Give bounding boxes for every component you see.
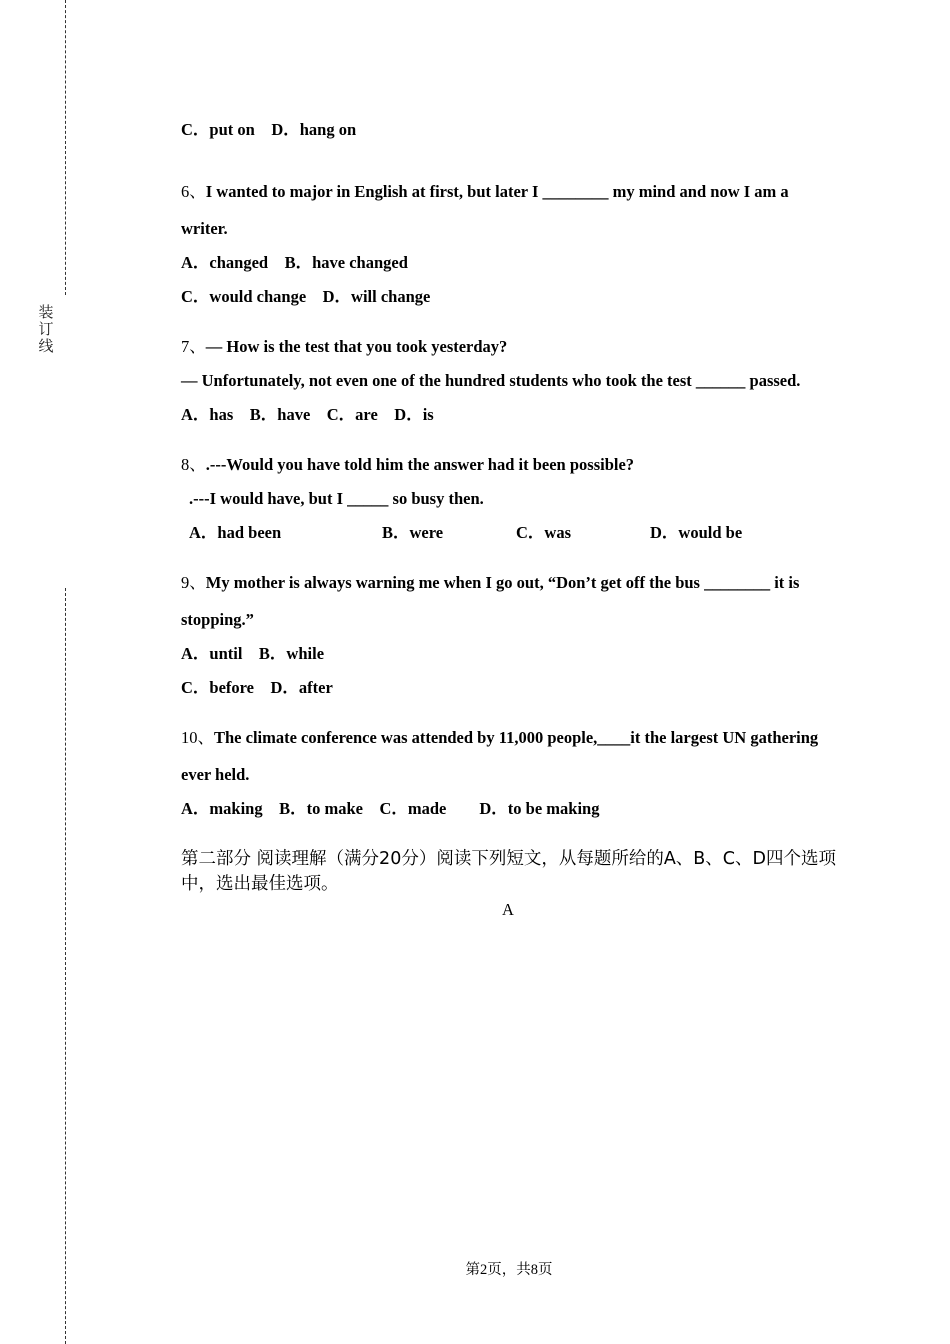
q8-line2: .---I would have, but I _____ so busy then. xyxy=(189,489,484,508)
binding-line-top xyxy=(65,0,66,295)
q6-number: 6、 xyxy=(181,182,206,201)
q10-stem-text: The climate conference was attended by 11,000 people,____it the largest UN gathering xyxy=(214,728,819,747)
q6-options-ab: A．changed B．have changed xyxy=(181,253,408,272)
binding-char: 装 xyxy=(38,303,54,321)
q9-number: 9、 xyxy=(181,573,206,592)
binding-label xyxy=(37,304,55,355)
q7-number: 7、 xyxy=(181,337,206,356)
q7-options: A．has B．have C．are D．is xyxy=(181,405,434,424)
q8-line1 xyxy=(181,455,634,475)
passage-label: A xyxy=(502,900,514,919)
q10-stem-cont: ever held. xyxy=(181,765,250,784)
q8-line1-text: .---Would you have told him the answer had it been possible? xyxy=(205,455,635,474)
page-footer: 第2页，共8页 xyxy=(465,1262,553,1278)
q10-stem xyxy=(181,728,818,748)
q9-stem xyxy=(181,573,799,593)
q5-options-cd: C．put on D．hang on xyxy=(181,120,357,139)
q10-number: 10、 xyxy=(181,728,214,747)
q6-stem-text: I wanted to major in English at first, but later I ________ my mind and now I am a xyxy=(205,182,789,201)
q6-options-cd: C．would change D．will change xyxy=(181,287,431,306)
q8-number: 8、 xyxy=(181,455,206,474)
q8-option-a: A．had been xyxy=(189,523,282,542)
q6-stem-cont: writer. xyxy=(181,219,228,238)
q7-line1-text: — How is the test that you took yesterday? xyxy=(205,337,508,356)
q7-line2: — Unfortunately, not even one of the hundred students who took the test ______ passed. xyxy=(181,371,801,390)
q6-stem xyxy=(181,182,789,202)
q9-stem-text: My mother is always warning me when I go out, “Don’t get off the bus ________ it is xyxy=(205,573,800,592)
q7-line1 xyxy=(181,337,507,357)
q10-options: A．making B．to make C．made D．to be making xyxy=(181,799,600,818)
binding-line-bottom xyxy=(65,588,66,1344)
part2-heading: 第二部分 阅读理解（满分20分）阅读下列短文，从每题所给的A、B、C、D四个选项中，选出最佳选项。 xyxy=(181,849,836,894)
binding-char: 线 xyxy=(38,337,54,355)
q9-options-ab: A．until B．while xyxy=(181,644,325,663)
q8-option-c: C．was xyxy=(516,523,572,542)
q8-option-b: B．were xyxy=(382,523,444,542)
q8-option-d: D．would be xyxy=(650,523,743,542)
q9-options-cd: C．before D．after xyxy=(181,678,333,697)
binding-char: 订 xyxy=(38,320,54,338)
q9-stem-cont: stopping.” xyxy=(181,610,254,629)
